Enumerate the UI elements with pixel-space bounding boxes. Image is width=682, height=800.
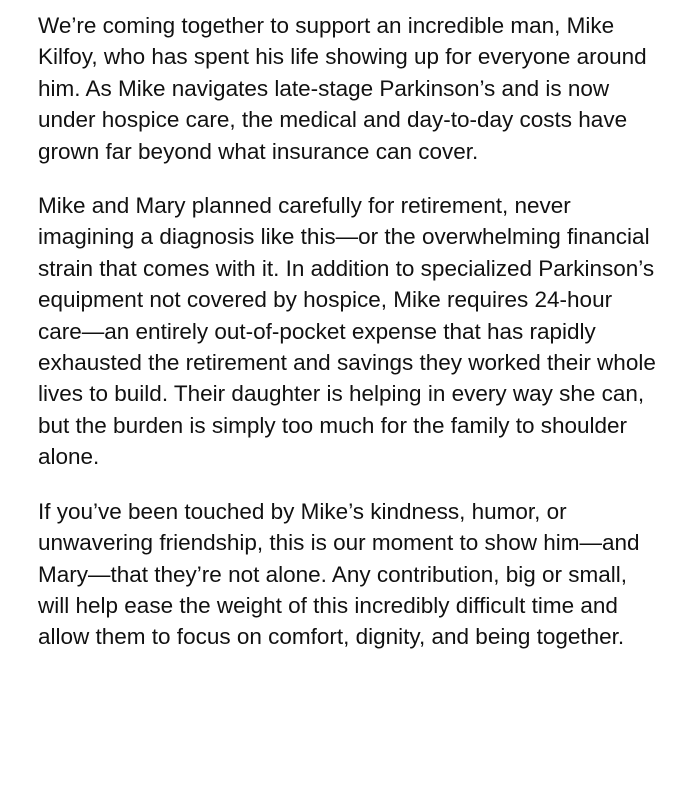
story-body	[38, 10, 658, 676]
story-paragraph-situation: Mike and Mary planned carefully for retirement, never imagining a diagnosis like this—or the overwhelming financial strain that comes with it. In addition to specialized Parkinson’s equipment not covered by hospice, Mike requires 24-hour care—an entirely out-of-pocket expense that has rapidly exhausted the retirement and savings they worked their whole lives to build. Their daughter is helping in every way she can, but the burden is simply too much for the family to shoulder alone.	[38, 193, 656, 470]
story-paragraph-intro: We’re coming together to support an incredible man, Mike Kilfoy, who has spent his life showing up for everyone around him. As Mike navigates late-stage Parkinson’s and is now under hospice care, the medical and day-to-day costs have grown far beyond what insurance can cover.	[38, 13, 647, 164]
story-paragraph-appeal: If you’ve been touched by Mike’s kindness, humor, or unwavering friendship, this is our moment to show him—and Mary—that they’re not alone. Any contribution, big or small, will help ease the weight of this incredibly difficult time and allow them to focus on comfort, dignity, and being together.	[38, 498, 640, 650]
